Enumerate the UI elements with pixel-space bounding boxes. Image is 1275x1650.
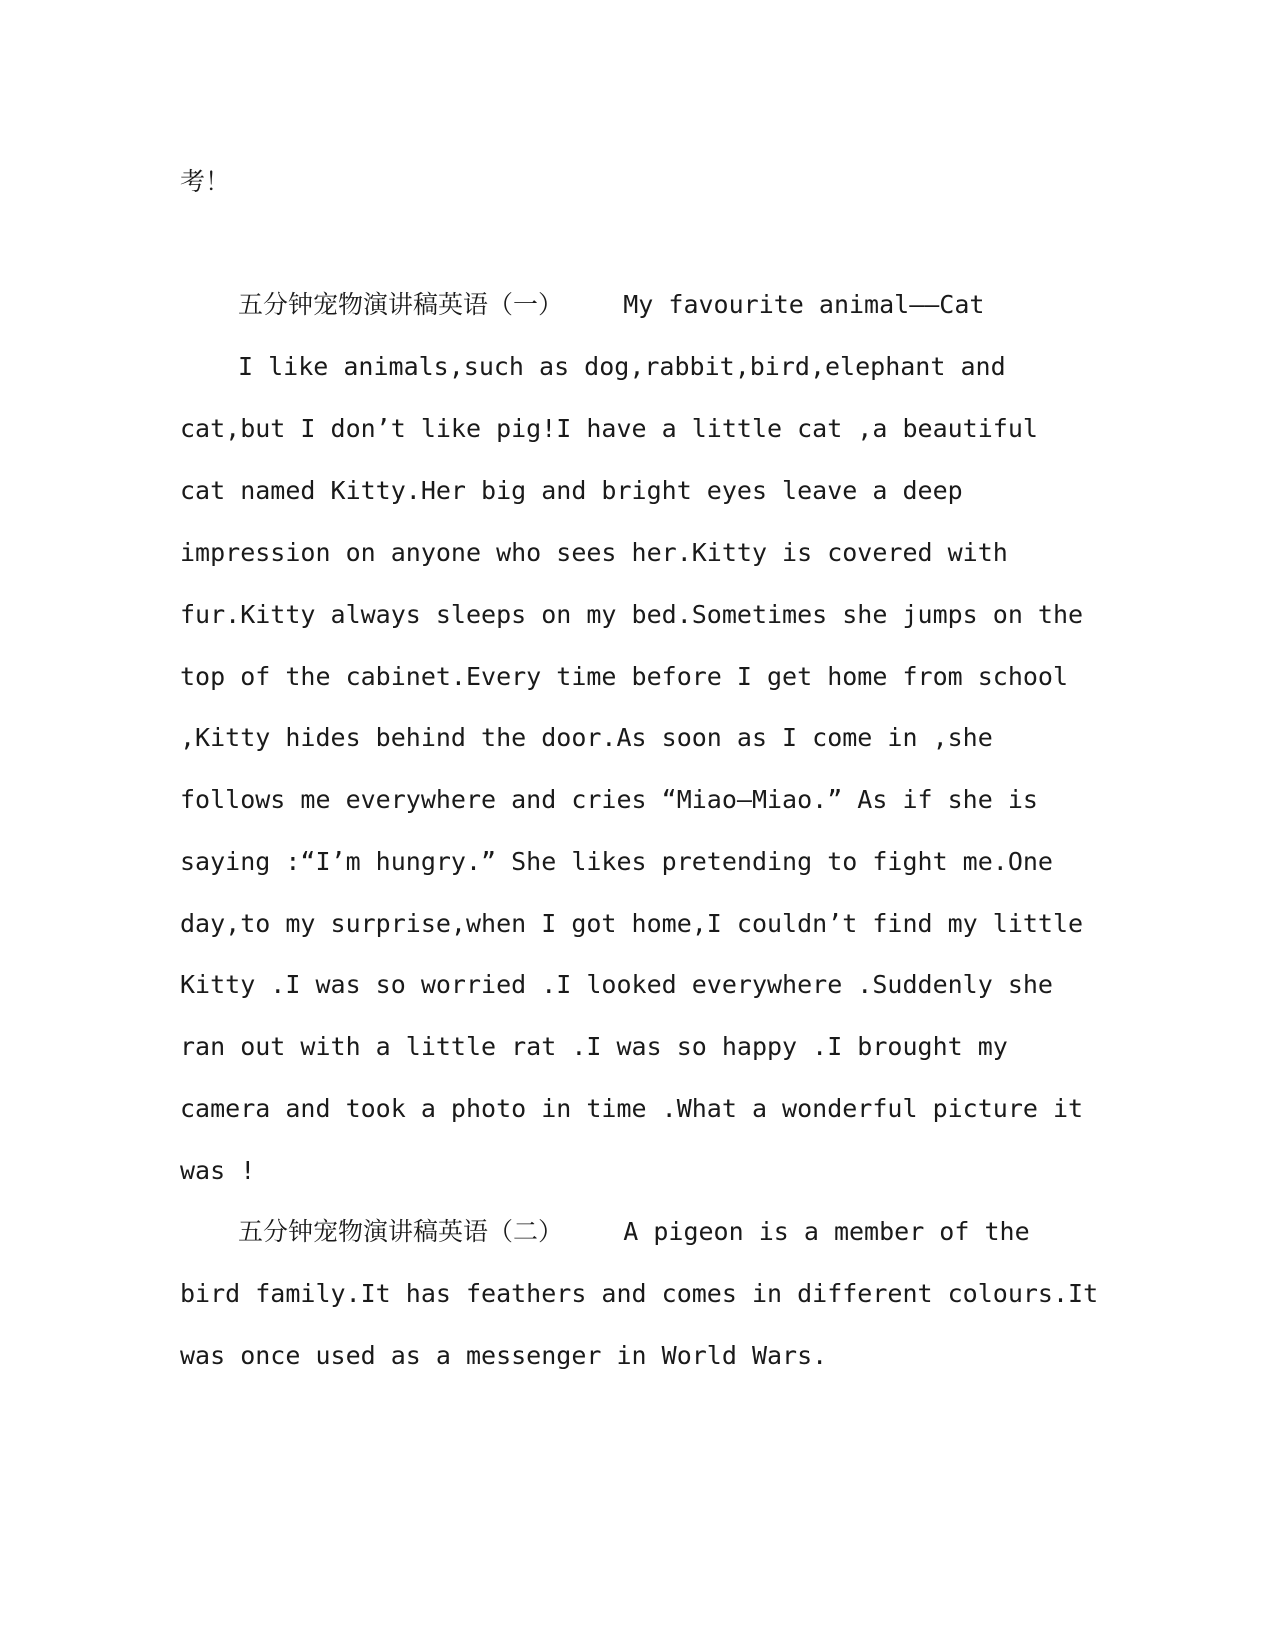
section-one-line: was ! xyxy=(180,1156,256,1185)
section-one-line: fur.Kitty always sleeps on my bed.Sometimes she jumps on the xyxy=(180,600,1084,629)
intro-fragment: 考！ xyxy=(180,167,231,196)
section-one-line: cat,but I don’t like pig!I have a little cat ,a beautiful xyxy=(180,414,1038,443)
section-one-line: ,Kitty hides behind the door.As soon as I come in ,she xyxy=(180,723,993,752)
section-one-heading: 五分钟宠物演讲稿英语（一） xyxy=(238,290,564,319)
section-one-line: cat named Kitty.Her big and bright eyes leave a deep xyxy=(180,476,963,505)
section-one-heading-line xyxy=(238,290,984,322)
section-one-line: follows me everywhere and cries “Miao—Miao.” As if she is xyxy=(180,785,1038,814)
section-two-line: bird family.It has feathers and comes in different colours.It xyxy=(180,1279,1099,1308)
section-one-line: ran out with a little rat .I was so happy .I brought my xyxy=(180,1032,1008,1061)
section-one-line: camera and took a photo in time .What a wonderful picture it xyxy=(180,1094,1084,1123)
section-two-line: was once used as a messenger in World Wars. xyxy=(180,1341,828,1370)
section-one-line: Kitty .I was so worried .I looked everywhere .Suddenly she xyxy=(180,970,1053,999)
section-one-line: impression on anyone who sees her.Kitty is covered with xyxy=(180,538,1008,567)
section-two-first-line: A pigeon is a member of the xyxy=(623,1217,1030,1246)
section-one-title: My favourite animal——Cat xyxy=(623,290,985,319)
section-one-line: saying :“I’m hungry.” She likes pretending to fight me.One xyxy=(180,847,1053,876)
section-two-heading: 五分钟宠物演讲稿英语（二） xyxy=(238,1217,564,1246)
section-one-line: I like animals,such as dog,rabbit,bird,elephant and xyxy=(238,352,1006,381)
section-one-line: top of the cabinet.Every time before I get home from school xyxy=(180,662,1069,691)
section-two-heading-line xyxy=(238,1217,1030,1249)
section-one-line: day,to my surprise,when I got home,I couldn’t find my little xyxy=(180,909,1084,938)
